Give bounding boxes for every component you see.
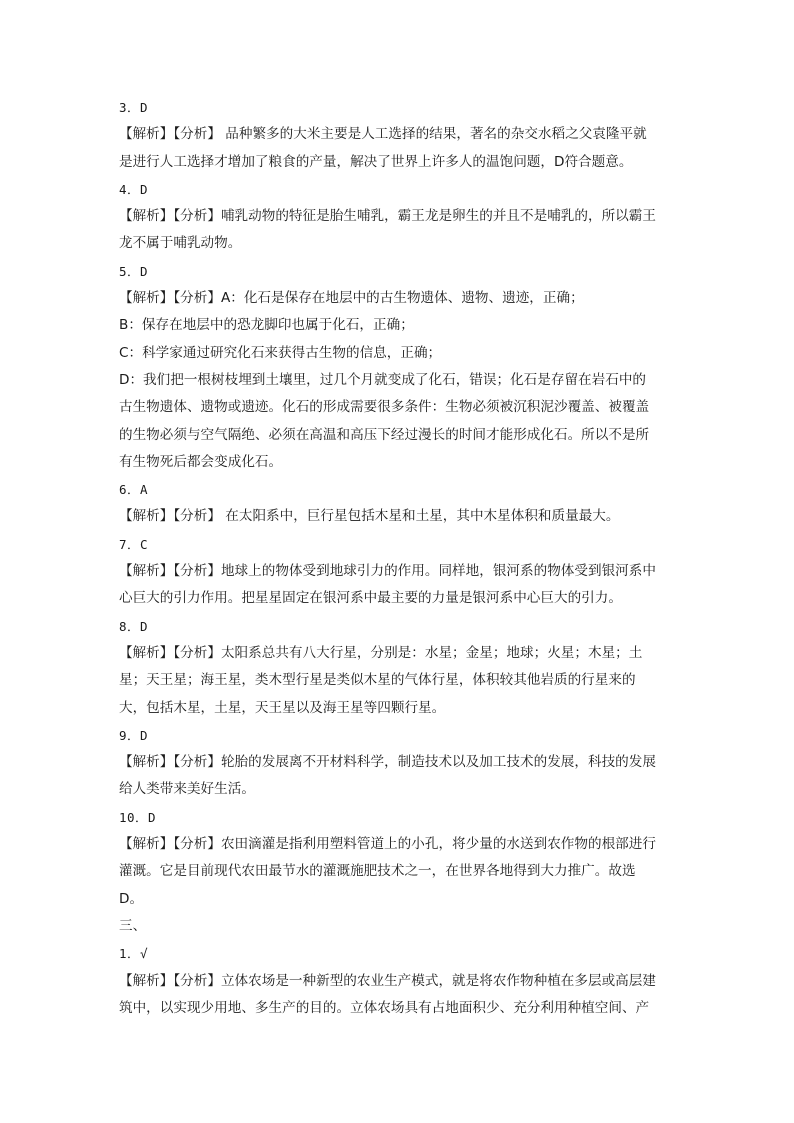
- answer-key-line: 5．D: [119, 263, 149, 279]
- explanation-line: B：保存在地层中的恐龙脚印也属于化石，正确；: [119, 317, 414, 334]
- answer-key-line: 10．D: [119, 809, 157, 825]
- explanation-line: 大，包括木星，土星，天王星以及海王星等四颗行星。: [119, 699, 446, 716]
- explanation-line: 给人类带来美好生活。: [119, 781, 255, 798]
- explanation-line: 是进行人工选择才增加了粮食的产量，解决了世界上许多人的温饱问题，D符合题意。: [119, 153, 633, 170]
- answer-key-line: 3．D: [119, 100, 149, 115]
- answer-key-line: 1．√: [119, 946, 149, 962]
- explanation-line: D：我们把一根树枝埋到土壤里，过几个月就变成了化石，错误；化石是存留在岩石中的: [119, 371, 647, 388]
- explanation-line: 【解析】【分析】 品种繁多的大米主要是人工选择的结果，著名的杂交水稻之父袁隆平就: [119, 126, 647, 143]
- explanation-line: 【解析】【分析】立体农场是一种新型的农业生产模式，就是将农作物种植在多层或高层建: [119, 972, 656, 989]
- explanation-line: 古生物遗体、遗物或遗迹。化石的形成需要很多条件：生物必须被沉积泥沙覆盖、被覆盖: [119, 399, 650, 416]
- answer-key-line: 7．C: [119, 536, 149, 552]
- explanation-line: 龙不属于哺乳动物。: [119, 235, 242, 252]
- explanation-line: C：科学家通过研究化石来获得古生物的信息，正确；: [119, 344, 442, 361]
- explanation-line: 有生物死后都会变成化石。: [119, 453, 283, 470]
- answer-key-line: 4．D: [119, 181, 149, 197]
- explanation-line: 【解析】【分析】农田滴灌是指利用塑料管道上的小孔，将少量的水送到农作物的根部进行: [119, 836, 656, 853]
- explanation-line: 筑中，以实现少用地、多生产的目的。立体农场具有占地面积少、充分利用种植空间、产: [119, 999, 650, 1016]
- explanation-line: 心巨大的引力作用。把星星固定在银河系中最主要的力量是银河系中心巨大的引力。: [119, 590, 622, 607]
- explanation-line: 【解析】【分析】太阳系总共有八大行星，分别是：水星；金星；地球；火星；木星；土: [119, 644, 643, 661]
- answer-key-line: 9．D: [119, 727, 149, 743]
- answer-explanations: [119, 94, 679, 1022]
- explanation-line: 【解析】【分析】A：化石是保存在地层中的古生物遗体、遗物、遗迹，正确；: [119, 290, 584, 307]
- explanation-line: 【解析】【分析】 在太阳系中，巨行星包括木星和土星，其中木星体积和质量最大。: [119, 508, 620, 525]
- explanation-line: 的生物必须与空气隔绝、必须在高温和高压下经过漫长的时间才能形成化石。所以不是所: [119, 426, 650, 443]
- explanation-line: 星；天王星；海王星，类木型行星是类似木星的气体行星，体积较其他岩质的行星来的: [119, 672, 636, 689]
- answer-key-line: 6．A: [119, 482, 149, 498]
- explanation-line: 【解析】【分析】地球上的物体受到地球引力的作用。同样地，银河系的物体受到银河系中: [119, 563, 656, 580]
- answer-key-line: 8．D: [119, 618, 149, 634]
- explanation-line: 灌溉。它是目前现代农田最节水的灌溉施肥技术之一，在世界各地得到大力推广。故选: [119, 863, 636, 880]
- explanation-line: 【解析】【分析】轮胎的发展离不开材料科学，制造技术以及加工技术的发展，科技的发展: [119, 754, 656, 771]
- explanation-line: 三、: [119, 917, 147, 934]
- explanation-line: 【解析】【分析】哺乳动物的特征是胎生哺乳，霸王龙是卵生的并且不是哺乳的，所以霸王: [119, 208, 656, 225]
- explanation-line: D。: [119, 890, 144, 907]
